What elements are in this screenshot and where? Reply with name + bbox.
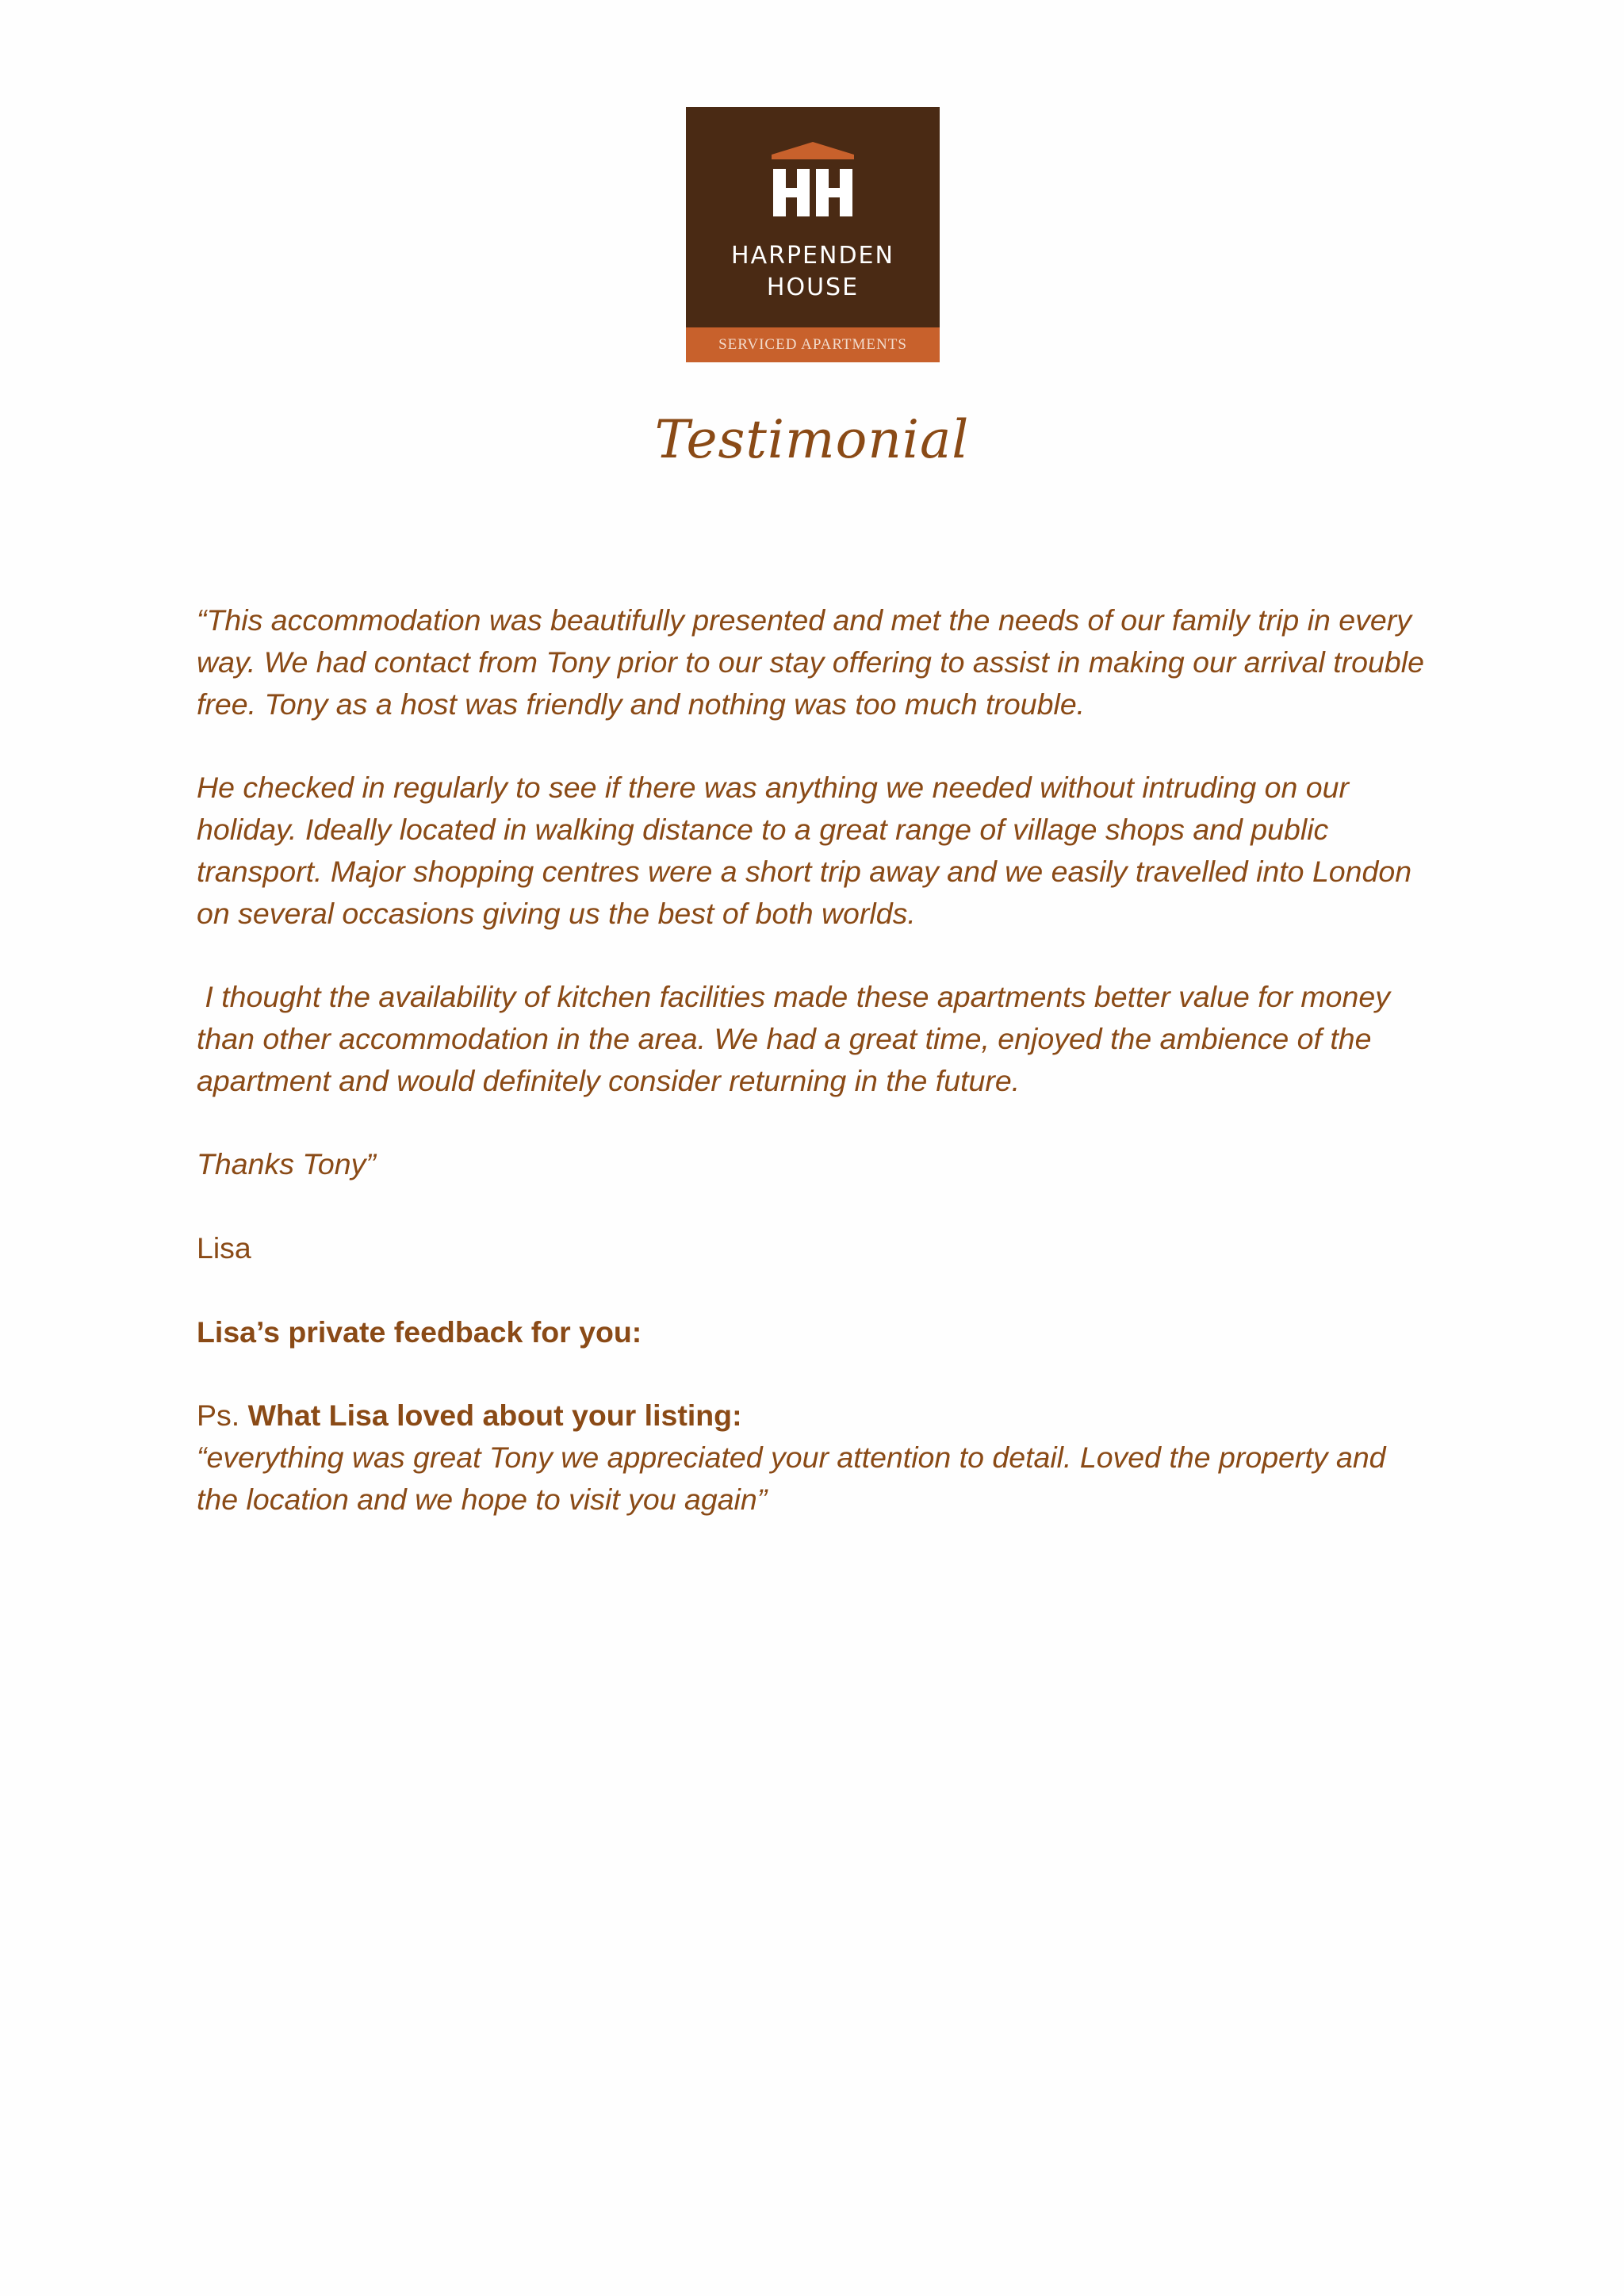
testimonial-paragraph-1: “This accommodation was beautifully presented and met the needs of our family trip in every way. We had contact from Tony prior to our stay offering to assist in making our arrival trouble free. Tony as a host was friendly and nothing was too much trouble. bbox=[197, 603, 1424, 721]
logo-line-1: HARPENDEN bbox=[731, 242, 894, 270]
private-feedback-heading: Lisa’s private feedback for you: bbox=[197, 1314, 642, 1349]
loved-line bbox=[197, 1395, 1434, 1437]
loved-text: “everything was great Tony we appreciated your attention to detail. Loved the property and the location and we hope to visit you again” bbox=[197, 1440, 1386, 1516]
testimonial-paragraph-3: I thought the availability of kitchen facilities made these apartments better value for money than other accommodation in the area. We had a great time, enjoyed the ambience of the apartment and would definitely consider returning in the future. bbox=[197, 980, 1399, 1097]
logo-tagline: SERVICED APARTMENTS bbox=[686, 327, 940, 362]
loved-heading: What Lisa loved about your listing: bbox=[247, 1399, 742, 1433]
testimonial-body bbox=[197, 599, 1434, 1521]
testimonial-signature: Lisa bbox=[197, 1230, 251, 1265]
ps-prefix: Ps. bbox=[197, 1399, 248, 1433]
testimonial-closing: Thanks Tony” bbox=[197, 1147, 376, 1181]
testimonial-paragraph-2: He checked in regularly to see if there was anything we needed without intruding on our holiday. Ideally located in walking distance to a great range of village shops and public transport. Major shopping centres were a short trip away and we easily travelled into London on several occasions giving us the best of both worlds. bbox=[197, 771, 1412, 930]
page-title: Testimonial bbox=[654, 409, 970, 470]
harpenden-house-logo bbox=[686, 107, 940, 362]
logo-wordmark bbox=[686, 240, 940, 304]
house-monogram-icon bbox=[686, 107, 940, 226]
logo-line-2: HOUSE bbox=[766, 274, 860, 301]
